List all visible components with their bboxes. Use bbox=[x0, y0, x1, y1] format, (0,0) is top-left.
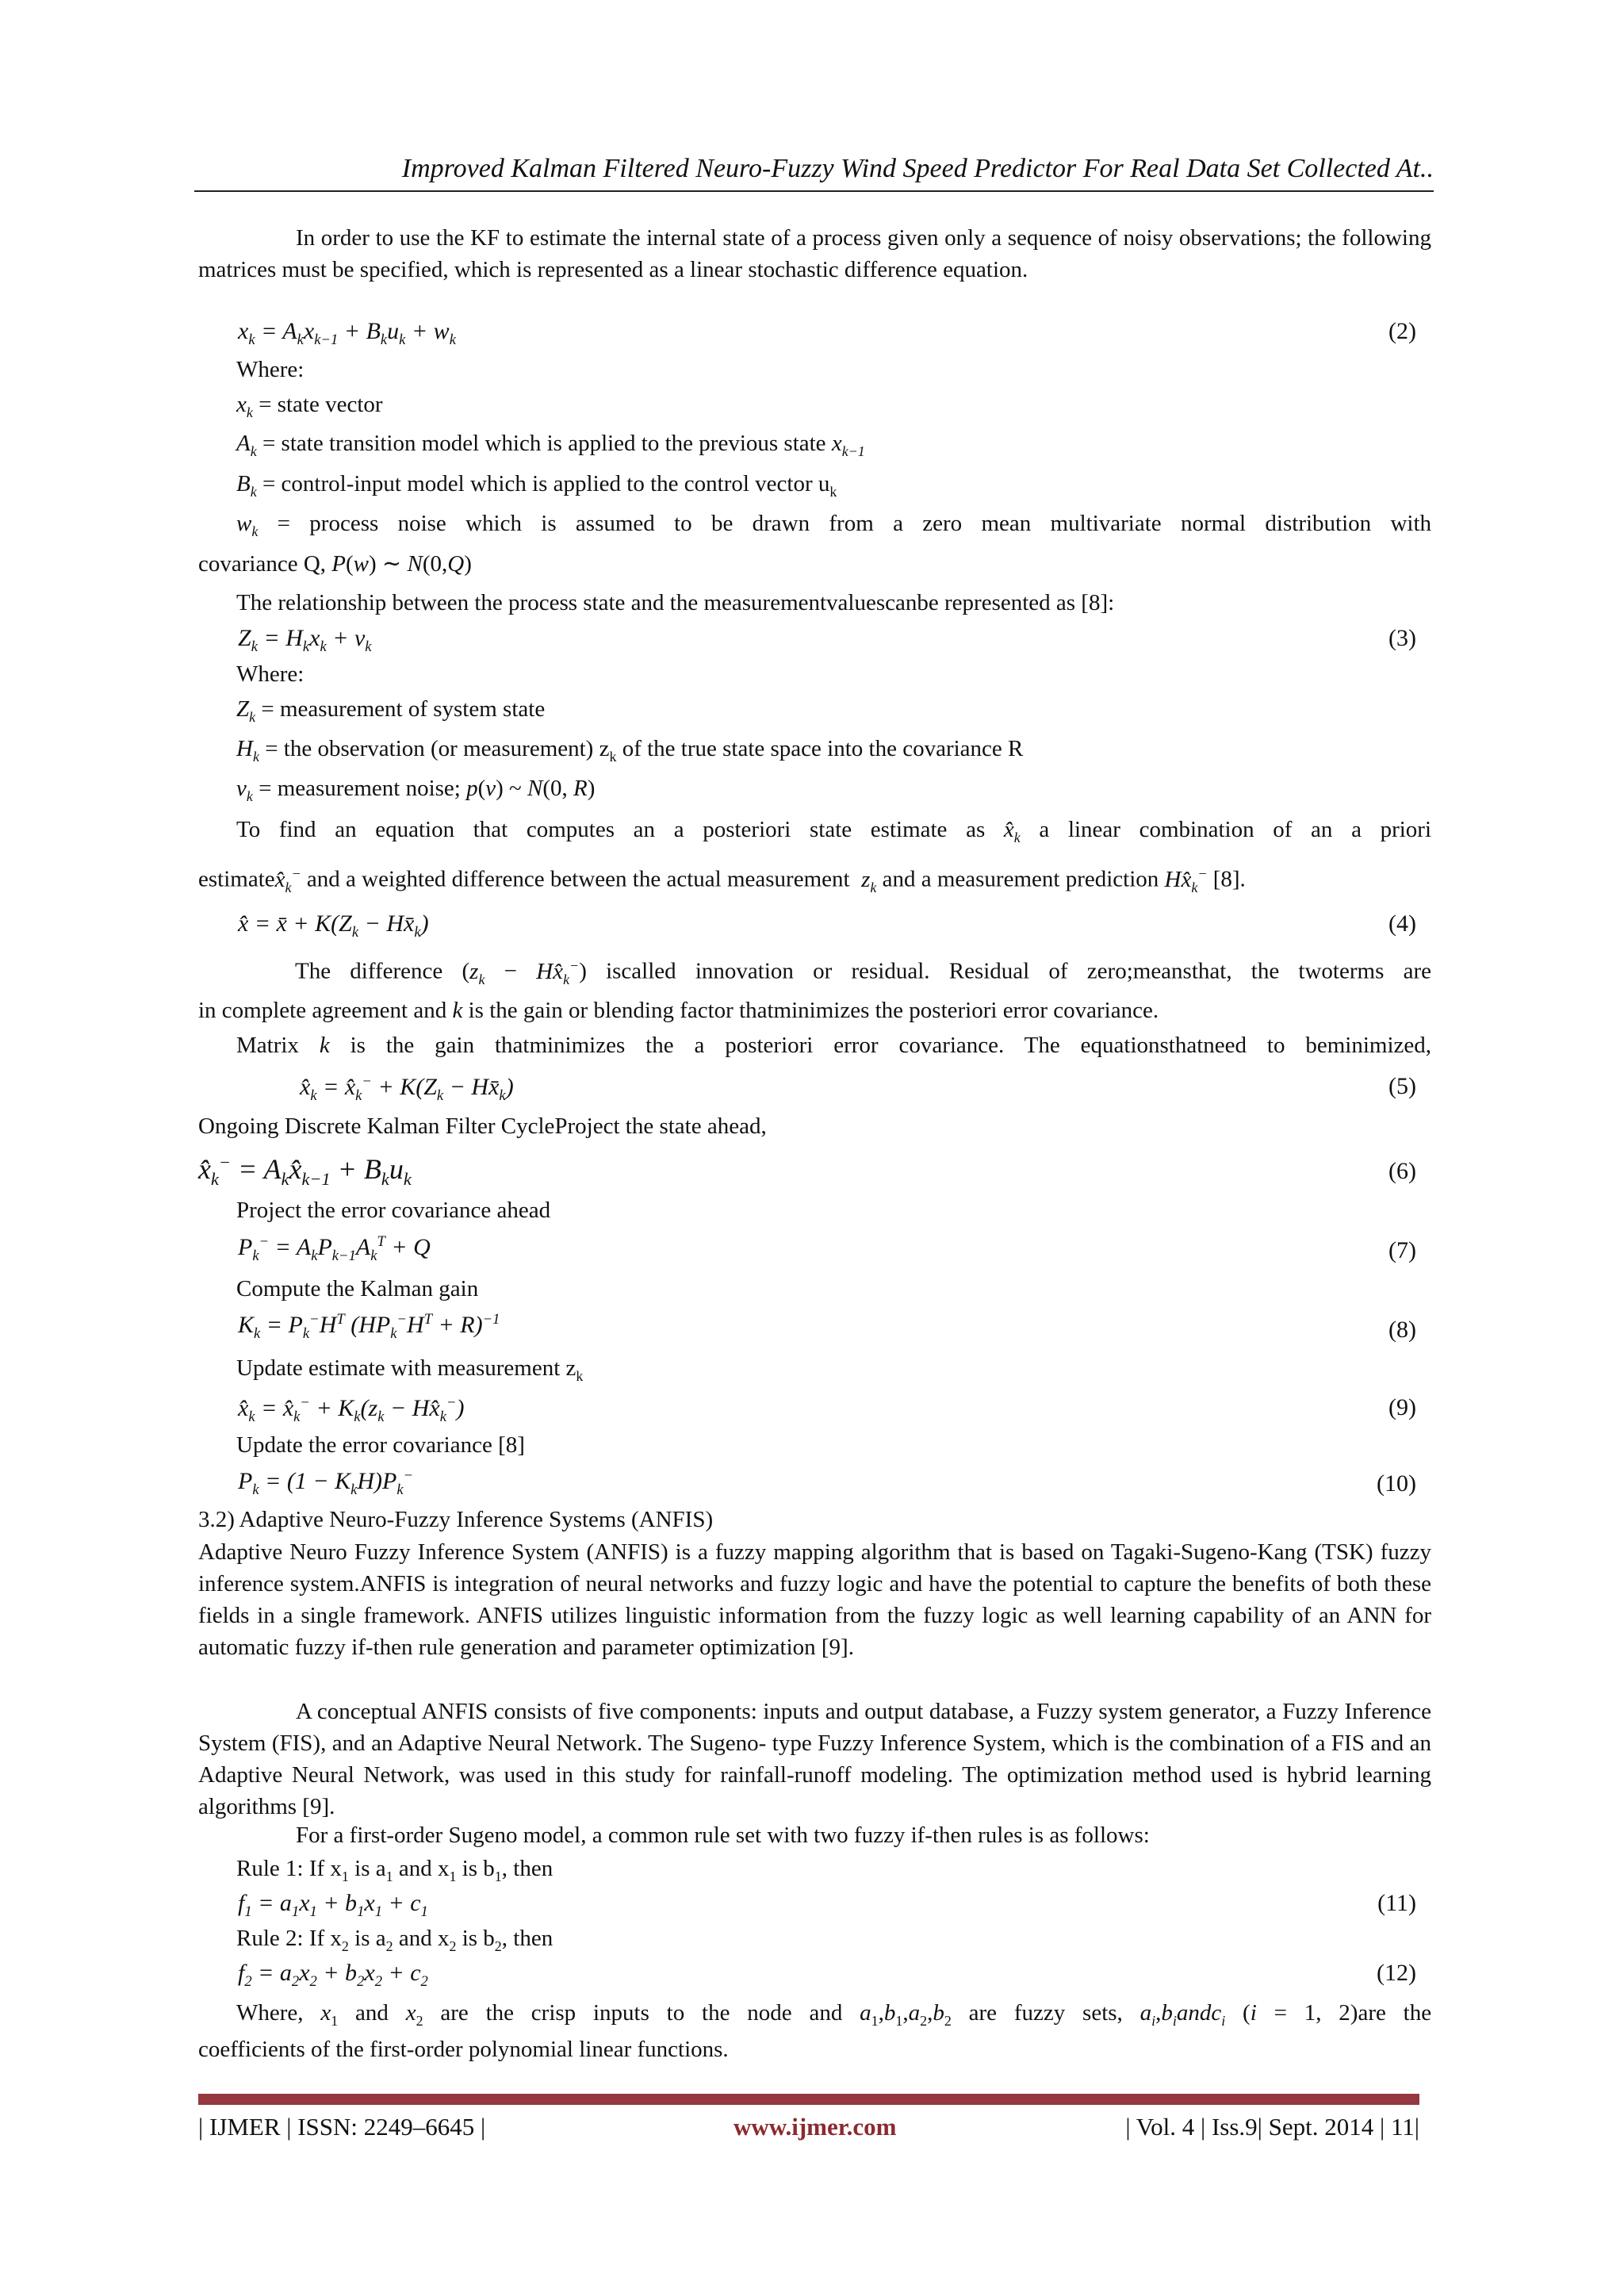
anfis-paragraph-1: Adaptive Neuro Fuzzy Inference System (ANFIS) is a fuzzy mapping algorithm that is based on Tagaki-Sugeno-Kang (TSK) fuzzy inference system.ANFIS is integration of neural networks and fuzzy logic and have the potential to capture the benefits of both these fields in a single framework. ANFIS utilizes linguistic information from the fuzzy logic as well learning capability of an ANN for automatic fuzzy if-then rule generation and parameter optimization [9]. bbox=[198, 1539, 1431, 1660]
footer-journal: | IJMER | ISSN: 2249–6645 | bbox=[198, 2113, 486, 2141]
equation-10: $P_k = (1 - K_kH)P_k^-$ bbox=[238, 1467, 414, 1498]
def-measurement-noise: $v_k$ = measurement noise; p(v) ~ N(0, R) bbox=[236, 776, 596, 804]
equation-7-number: (7) bbox=[1388, 1237, 1416, 1263]
difference-line1: The difference ($z_k$ − $Hx̂_k^-$) iscalled innovation or residual. Residual of zero;meansthat, the twoterms are bbox=[295, 957, 1431, 987]
find-equation-line2: $estimatex̂_k^-$ and a weighted difference between the actual measurement $z_k$ and a measurement prediction $Hx̂_k^-$ [8]. bbox=[198, 865, 1246, 895]
equation-11-number: (11) bbox=[1377, 1890, 1416, 1916]
equation-7: $P_k^- = A_kP_{k-1}A_k^T + Q$ bbox=[238, 1233, 431, 1264]
def-process-noise: $w_k$ = process noise which is assumed to be drawn from a zero mean multivariate normal distribution with bbox=[236, 511, 1432, 539]
equation-8: $K_k = P_k^-H^T$ $(HP_k^-H^T + R)^{-1}$ bbox=[238, 1311, 500, 1342]
def-control-model: $B_k$ = control-input model which is applied to the control vector $u_k$ bbox=[236, 471, 837, 500]
equation-4: x̂ = x̄ + $K(Z_k$ − $Hx̄_k$) bbox=[238, 910, 429, 941]
equation-6-number: (6) bbox=[1388, 1158, 1416, 1184]
equation-9-number: (9) bbox=[1388, 1394, 1416, 1420]
equation-5-number: (5) bbox=[1388, 1073, 1416, 1099]
anfis-paragraph-2: A conceptual ANFIS consists of five components: inputs and output database, a Fuzzy system generator, a Fuzzy Inference System (FIS), and an Adaptive Neural Network. The Sugeno- type Fuzzy Inference System, which is the combination of a FIS and an Adaptive Neural Network, was used in this study for rainfall-runoff modeling. The optimization method used is hybrid learning algorithms [9]. bbox=[198, 1699, 1431, 1819]
intro-paragraph: In order to use the KF to estimate the internal state of a process given only a sequence of noisy observations; the following matrices must be specified, which is represented as a linear stochastic difference equation. bbox=[198, 225, 1431, 282]
equation-9: $x̂_k$ = $x̂_k^- + K_k(z_k$ − $Hx̂_k^-$) bbox=[238, 1394, 465, 1425]
find-equation-line1: To find an equation that computes an a posteriori state estimate as $x̂_k$ a linear combination of an a priori bbox=[236, 817, 1432, 845]
equation-3: $Z_k = H_kx_k + v_k$ bbox=[238, 625, 372, 655]
ongoing-cycle-text: Ongoing Discrete Kalman Filter CycleProject the state ahead, bbox=[198, 1114, 767, 1139]
equation-3-number: (3) bbox=[1388, 625, 1416, 651]
rule-2: Rule 2: If $x_2$ is $a_2$ and $x_2$ is $b_2$, then bbox=[236, 1926, 553, 1954]
project-error-label: Project the error covariance ahead bbox=[236, 1198, 551, 1223]
equation-10-number: (10) bbox=[1377, 1470, 1416, 1497]
matrix-k-text: Matrix k is the gain thatminimizes the a posteriori error covariance. The equationsthatneed to beminimized, bbox=[236, 1033, 1431, 1058]
update-error-label: Update the error covariance [8] bbox=[236, 1432, 525, 1458]
def-measurement: $Z_k$ = measurement of system state bbox=[236, 696, 546, 725]
header-rule bbox=[194, 190, 1434, 192]
footer-website-link[interactable]: www.ijmer.com bbox=[733, 2113, 897, 2141]
compute-gain-label: Compute the Kalman gain bbox=[236, 1276, 479, 1301]
equation-5: $x̂_k$ = $x̂_k^- + K(Z_k$ − $Hx̄_k$) bbox=[300, 1073, 514, 1104]
footer-volume: | Vol. 4 | Iss.9| Sept. 2014 | 11| bbox=[1125, 2113, 1419, 2141]
where-label-2: Where: bbox=[236, 661, 304, 687]
equation-11: $f_1 = a_1x_1 + b_1x_1 + c_1$ bbox=[238, 1890, 428, 1920]
equation-4-number: (4) bbox=[1388, 910, 1416, 937]
def-transition-model: $A_k$ = state transition model which is applied to the previous state $x_{k-1}$ bbox=[236, 431, 865, 459]
equation-8-number: (8) bbox=[1388, 1317, 1416, 1343]
difference-line2: in complete agreement and k is the gain or blending factor thatminimizes the posteriori error covariance. bbox=[198, 998, 1159, 1023]
def-process-noise-cont: covariance Q, P(w) ∼ N(0,Q) bbox=[198, 551, 472, 577]
equation-12: $f_2 = a_2x_2 + b_2x_2 + c_2$ bbox=[238, 1960, 428, 1990]
running-header: Improved Kalman Filtered Neuro-Fuzzy Wind Speed Predictor For Real Data Set Collected At.. bbox=[401, 154, 1434, 183]
equation-12-number: (12) bbox=[1377, 1960, 1416, 1986]
section-heading-anfis: 3.2) Adaptive Neuro-Fuzzy Inference Systems (ANFIS) bbox=[198, 1507, 714, 1532]
equation-6: $x̂_k^-$ = $A_kx̂_{k-1} + B_ku_k$ bbox=[198, 1152, 412, 1190]
def-observation: $H_k$ = the observation (or measurement) $z_k$ of the true state space into the covariance R bbox=[236, 736, 1024, 765]
where-label: Where: bbox=[236, 357, 304, 382]
where-crisp-inputs-cont: coefficients of the first-order polynomial linear functions. bbox=[198, 2037, 729, 2062]
rule-1: Rule 1: If $x_1$ is $a_1$ and $x_1$ is $b_1$, then bbox=[236, 1856, 553, 1884]
footer-rule bbox=[198, 2094, 1419, 2105]
relationship-text: The relationship between the process state and the measurementvaluescanbe represented as [8]: bbox=[236, 590, 1115, 615]
update-estimate-label: Update estimate with measurement $z_k$ bbox=[236, 1355, 584, 1384]
equation-2-number: (2) bbox=[1388, 318, 1416, 344]
def-state-vector: $x_k$ = state vector bbox=[236, 392, 383, 420]
equation-2: $x_k = A_kx_{k-1} + B_ku_k + w_k$ bbox=[238, 318, 456, 348]
where-crisp-inputs: Where, $x_1$ and $x_2$ are the crisp inputs to the node and $a_1,b_1,a_2,b_2$ are fuzzy sets, $a_i,b_iandc_i$ (i = 1, 2)are the bbox=[236, 2000, 1432, 2029]
anfis-paragraph-3: For a first-order Sugeno model, a common rule set with two fuzzy if-then rules is as follows: bbox=[296, 1823, 1150, 1848]
